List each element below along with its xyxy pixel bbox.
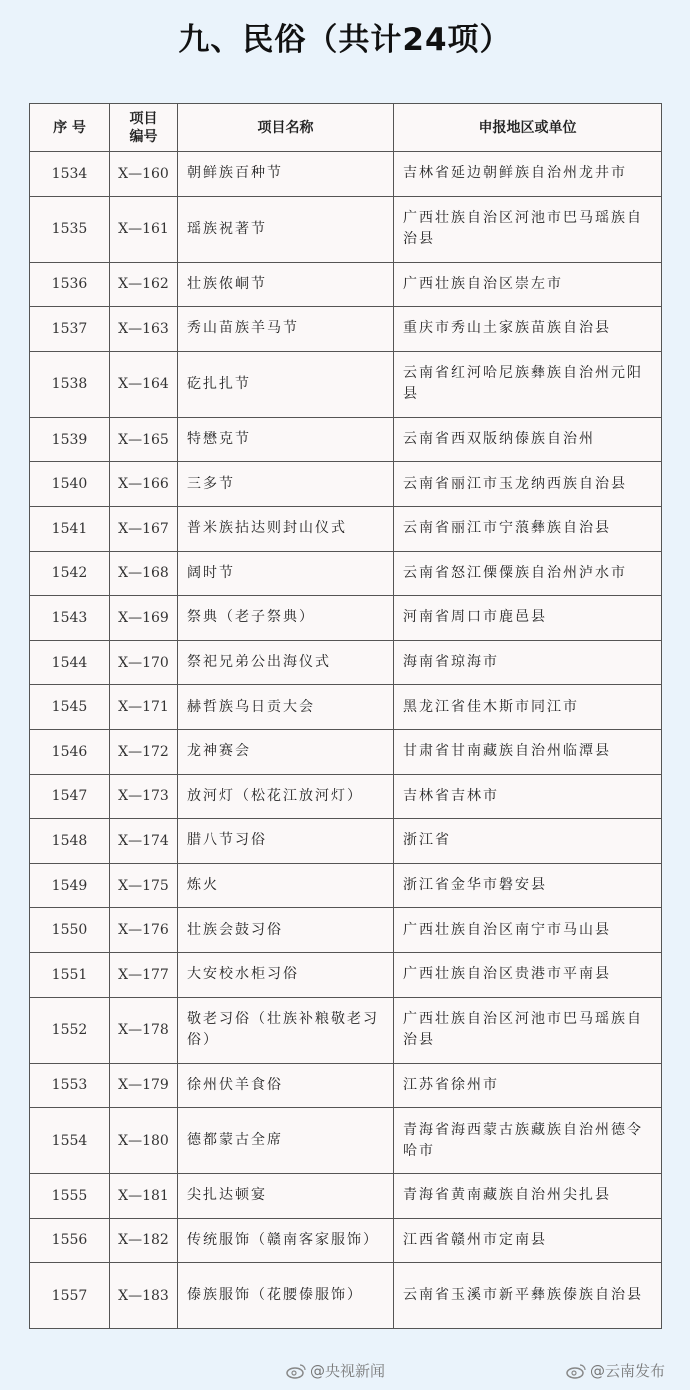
code-cell: Ⅹ—174 <box>110 819 178 864</box>
table-row <box>30 1263 662 1329</box>
region-cell: 云南省丽江市玉龙纳西族自治县 <box>394 462 662 507</box>
region-cell: 吉林省吉林市 <box>394 774 662 819</box>
table-row <box>30 997 662 1063</box>
name-cell: 炼火 <box>178 863 394 908</box>
region-cell: 海南省琼海市 <box>394 640 662 685</box>
header-region: 申报地区或单位 <box>394 104 662 152</box>
seq-cell: 1535 <box>30 196 110 262</box>
table-row <box>30 196 662 262</box>
watermark-right-text: @云南发布 <box>590 1362 666 1380</box>
name-cell: 瑶族祝著节 <box>178 196 394 262</box>
watermark-left <box>286 1360 385 1381</box>
table-row <box>30 152 662 197</box>
code-cell: Ⅹ—162 <box>110 262 178 307</box>
table-row <box>30 351 662 417</box>
name-cell: 传统服饰（赣南客家服饰） <box>178 1218 394 1263</box>
code-cell: Ⅹ—178 <box>110 997 178 1063</box>
seq-cell: 1555 <box>30 1174 110 1219</box>
region-cell: 云南省玉溪市新平彝族傣族自治县 <box>394 1263 662 1329</box>
code-cell: Ⅹ—166 <box>110 462 178 507</box>
name-cell: 腊八节习俗 <box>178 819 394 864</box>
name-cell: 三多节 <box>178 462 394 507</box>
seq-cell: 1536 <box>30 262 110 307</box>
code-cell: Ⅹ—161 <box>110 196 178 262</box>
code-cell: Ⅹ—168 <box>110 551 178 596</box>
table-row <box>30 774 662 819</box>
table-row <box>30 1218 662 1263</box>
watermark-left-text: @央视新闻 <box>310 1362 386 1380</box>
table-row <box>30 863 662 908</box>
name-cell: 阔时节 <box>178 551 394 596</box>
seq-cell: 1548 <box>30 819 110 864</box>
code-cell: Ⅹ—179 <box>110 1063 178 1108</box>
header-code: 项目 编号 <box>110 104 178 152</box>
region-cell: 云南省怒江傈僳族自治州泸水市 <box>394 551 662 596</box>
table-row <box>30 908 662 953</box>
seq-cell: 1537 <box>30 307 110 352</box>
page-title: 九、民俗（共计24项） <box>178 22 512 58</box>
seq-cell: 1545 <box>30 685 110 730</box>
header-seq: 序 号 <box>30 104 110 152</box>
seq-cell: 1549 <box>30 863 110 908</box>
region-cell: 重庆市秀山土家族苗族自治县 <box>394 307 662 352</box>
table-row <box>30 729 662 774</box>
name-cell: 放河灯（松花江放河灯） <box>178 774 394 819</box>
code-cell: Ⅹ—160 <box>110 152 178 197</box>
seq-cell: 1544 <box>30 640 110 685</box>
table-row <box>30 685 662 730</box>
intangible-heritage-table-container <box>29 103 661 1329</box>
table-row <box>30 596 662 641</box>
seq-cell: 1546 <box>30 729 110 774</box>
seq-cell: 1534 <box>30 152 110 197</box>
name-cell: 壮族侬峒节 <box>178 262 394 307</box>
name-cell: 壮族会鼓习俗 <box>178 908 394 953</box>
region-cell: 云南省红河哈尼族彝族自治州元阳县 <box>394 351 662 417</box>
seq-cell: 1553 <box>30 1063 110 1108</box>
name-cell: 傣族服饰（花腰傣服饰） <box>178 1263 394 1329</box>
table-row <box>30 1174 662 1219</box>
table-row <box>30 952 662 997</box>
region-cell: 云南省西双版纳傣族自治州 <box>394 417 662 462</box>
region-cell: 云南省丽江市宁蒗彝族自治县 <box>394 506 662 551</box>
name-cell: 龙神赛会 <box>178 729 394 774</box>
region-cell: 广西壮族自治区贵港市平南县 <box>394 952 662 997</box>
name-cell: 秀山苗族羊马节 <box>178 307 394 352</box>
table-row <box>30 462 662 507</box>
name-cell: 朝鲜族百种节 <box>178 152 394 197</box>
region-cell: 浙江省金华市磐安县 <box>394 863 662 908</box>
code-cell: Ⅹ—172 <box>110 729 178 774</box>
region-cell: 广西壮族自治区河池市巴马瑶族自治县 <box>394 196 662 262</box>
seq-cell: 1552 <box>30 997 110 1063</box>
table-row <box>30 506 662 551</box>
region-cell: 青海省黄南藏族自治州尖扎县 <box>394 1174 662 1219</box>
table-row <box>30 262 662 307</box>
name-cell: 徐州伏羊食俗 <box>178 1063 394 1108</box>
table-row <box>30 1063 662 1108</box>
region-cell: 广西壮族自治区崇左市 <box>394 262 662 307</box>
table-row <box>30 1108 662 1174</box>
table-row <box>30 307 662 352</box>
seq-cell: 1543 <box>30 596 110 641</box>
region-cell: 江苏省徐州市 <box>394 1063 662 1108</box>
code-cell: Ⅹ—163 <box>110 307 178 352</box>
table-body <box>30 152 662 1329</box>
code-cell: Ⅹ—173 <box>110 774 178 819</box>
code-cell: Ⅹ—165 <box>110 417 178 462</box>
code-cell: Ⅹ—164 <box>110 351 178 417</box>
region-cell: 广西壮族自治区河池市巴马瑶族自治县 <box>394 997 662 1063</box>
name-cell: 德都蒙古全席 <box>178 1108 394 1174</box>
seq-cell: 1550 <box>30 908 110 953</box>
code-cell: Ⅹ—167 <box>110 506 178 551</box>
weibo-icon <box>286 1363 306 1379</box>
seq-cell: 1557 <box>30 1263 110 1329</box>
name-cell: 祭典（老子祭典） <box>178 596 394 641</box>
region-cell: 浙江省 <box>394 819 662 864</box>
region-cell: 广西壮族自治区南宁市马山县 <box>394 908 662 953</box>
table-row <box>30 640 662 685</box>
weibo-icon <box>566 1363 586 1379</box>
table-row <box>30 417 662 462</box>
seq-cell: 1538 <box>30 351 110 417</box>
name-cell: 祭祀兄弟公出海仪式 <box>178 640 394 685</box>
code-cell: Ⅹ—169 <box>110 596 178 641</box>
code-cell: Ⅹ—180 <box>110 1108 178 1174</box>
name-cell: 矻扎扎节 <box>178 351 394 417</box>
intangible-heritage-table <box>29 103 662 1329</box>
code-cell: Ⅹ—176 <box>110 908 178 953</box>
region-cell: 江西省赣州市定南县 <box>394 1218 662 1263</box>
table-header-row <box>30 104 662 152</box>
header-name: 项目名称 <box>178 104 394 152</box>
code-cell: Ⅹ—183 <box>110 1263 178 1329</box>
seq-cell: 1541 <box>30 506 110 551</box>
seq-cell: 1554 <box>30 1108 110 1174</box>
name-cell: 普米族拈达则封山仪式 <box>178 506 394 551</box>
seq-cell: 1542 <box>30 551 110 596</box>
region-cell: 河南省周口市鹿邑县 <box>394 596 662 641</box>
seq-cell: 1540 <box>30 462 110 507</box>
region-cell: 青海省海西蒙古族藏族自治州德令哈市 <box>394 1108 662 1174</box>
table-row <box>30 551 662 596</box>
region-cell: 甘肃省甘南藏族自治州临潭县 <box>394 729 662 774</box>
seq-cell: 1539 <box>30 417 110 462</box>
code-cell: Ⅹ—175 <box>110 863 178 908</box>
name-cell: 赫哲族乌日贡大会 <box>178 685 394 730</box>
name-cell: 大安校水柜习俗 <box>178 952 394 997</box>
watermark-right <box>566 1360 665 1381</box>
region-cell: 黑龙江省佳木斯市同江市 <box>394 685 662 730</box>
code-cell: Ⅹ—182 <box>110 1218 178 1263</box>
region-cell: 吉林省延边朝鲜族自治州龙井市 <box>394 152 662 197</box>
seq-cell: 1556 <box>30 1218 110 1263</box>
seq-cell: 1551 <box>30 952 110 997</box>
code-cell: Ⅹ—171 <box>110 685 178 730</box>
table-row <box>30 819 662 864</box>
name-cell: 尖扎达顿宴 <box>178 1174 394 1219</box>
code-cell: Ⅹ—177 <box>110 952 178 997</box>
code-cell: Ⅹ—170 <box>110 640 178 685</box>
name-cell: 敬老习俗（壮族补粮敬老习俗） <box>178 997 394 1063</box>
seq-cell: 1547 <box>30 774 110 819</box>
code-cell: Ⅹ—181 <box>110 1174 178 1219</box>
name-cell: 特懋克节 <box>178 417 394 462</box>
